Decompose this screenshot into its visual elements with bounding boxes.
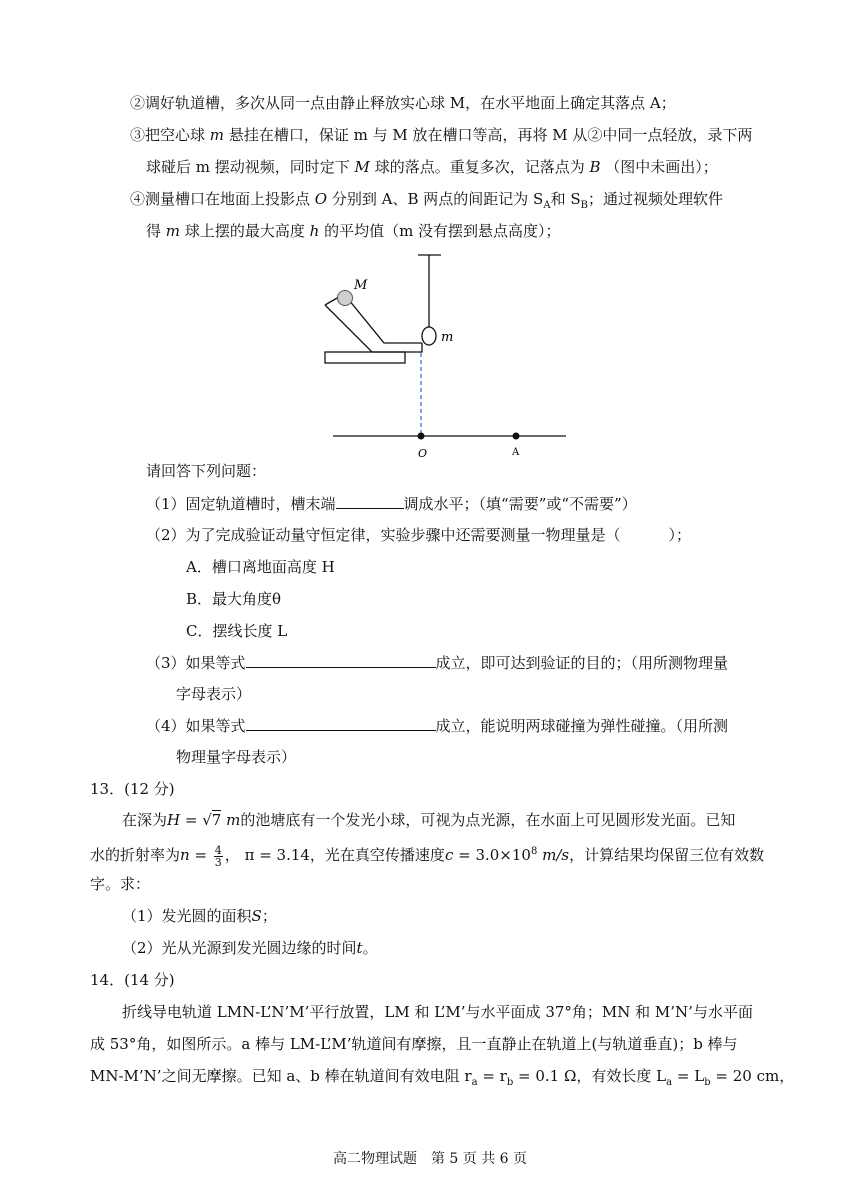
problem-14-line-1: 折线导电轨道 LMN-L’N’M’平行放置，LM 和 L’M’与水平面成 37°角；MN 和 M’N’与水平面: [122, 1003, 753, 1021]
step-4-line-1: ④测量槽口在地面上投影点 O 分别到 A、B 两点的间距记为 $S_A$和 $S_B$；通过视频处理软件: [130, 190, 723, 211]
problem-13-line-1: 在深为H = √7 m的池塘底有一个发光小球，可视为点光源，在水面上可见圆形发光面。已知: [122, 811, 736, 829]
answer-blank-4[interactable]: [246, 715, 436, 731]
step-3-line-2: 球碰后 m 摆动视频，同时定下 M 球的落点。重复多次，记落点为 B （图中未画出）；: [146, 158, 718, 176]
step-4-line-2: 得 m 球上摆的最大高度 h 的平均值（m 没有摆到悬点高度）；: [146, 222, 561, 240]
solid-ball-M: [338, 291, 353, 306]
problem-13-line-3: 字。求：: [90, 875, 151, 893]
problem-14-line-2: 成 53°角，如图所示。a 棒与 LM-L’M’轨道间有摩擦，且一直静止在轨道上(与轨道垂直)；b 棒与: [90, 1035, 738, 1053]
experiment-diagram: [0, 0, 860, 470]
hollow-ball-m: [422, 327, 436, 345]
option-b: B．最大角度θ: [186, 590, 282, 608]
question-4: （4）如果等式 成立，能说明两球碰撞为弹性碰撞。（用所测: [146, 717, 729, 735]
point-A: [513, 433, 520, 440]
questions-intro: 请回答下列问题：: [146, 462, 267, 480]
label-A: A: [512, 447, 520, 458]
label-m: m: [441, 330, 454, 345]
label-M: M: [354, 278, 368, 293]
step-3-line-1: ③把空心球 m 悬挂在槽口，保证 m 与 M 放在槽口等高，再将 M 从②中同一点轻放，录下两: [130, 126, 753, 144]
question-4-cont: 物理量字母表示）: [176, 748, 297, 766]
answer-blank-3[interactable]: [246, 652, 436, 668]
fraction-4-3: $\frac{4}{3}$: [214, 843, 222, 869]
problem-13-header: 13．(12 分): [90, 780, 175, 798]
question-2: （2）为了完成验证动量守恒定律，实验步骤中还需要测量一物理量是（ ）；: [146, 526, 692, 544]
problem-13-q2: （2）光从光源到发光圆边缘的时间t。: [122, 939, 378, 957]
track-base: [325, 352, 405, 363]
problem-14-header: 14．(14 分): [90, 971, 175, 989]
option-a: A．槽口离地面高度 H: [186, 558, 335, 576]
point-O: [418, 433, 425, 440]
page-footer: 高二物理试题 第 5 页 共 6 页: [332, 1151, 528, 1167]
track-lower-edge: [325, 305, 422, 352]
answer-blank-1[interactable]: [336, 493, 404, 509]
option-c: C．摆线长度 L: [186, 622, 288, 640]
question-3-cont: 字母表示）: [176, 685, 252, 703]
step-2: ②调好轨道槽，多次从同一点由静止释放实心球 M，在水平地面上确定其落点 A；: [130, 94, 676, 112]
problem-14-line-3: MN-M’N’之间无摩擦。已知 a、b 棒在轨道间有效电阻 $r_a = r_b = 0.1$ Ω，有效长度 $L_a = L_b = 20$ cm，: [90, 1067, 795, 1088]
label-O: O: [418, 447, 428, 460]
problem-13-line-2: 水的折射率为n = $\frac{4}{3}$ ， π = 3.14，光在真空传播速度$c = 3.0\times 10^8$ m/s，计算结果均保留三位有效数: [90, 843, 765, 869]
question-1: （1）固定轨道槽时，槽末端 调成水平；（填“需要”或“不需要”）: [146, 495, 637, 513]
problem-13-q1: （1）发光圆的面积S；: [122, 907, 277, 925]
question-3: （3）如果等式 成立，即可达到验证的目的；（用所测物理量: [146, 654, 729, 672]
